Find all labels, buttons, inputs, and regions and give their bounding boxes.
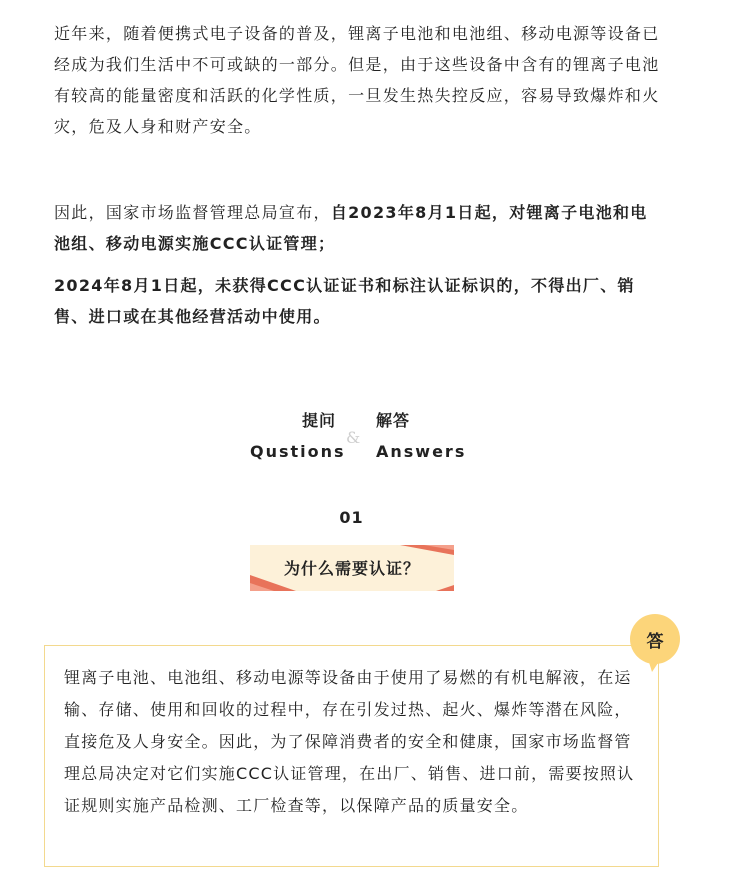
announcement-paragraph [54, 197, 664, 259]
announcement-highlight: 自2023年8月1日起，对锂离子电池和电池组、移动电源实施CCC认证管理； [54, 203, 648, 253]
question-text: 为什么需要认证？ [283, 559, 420, 578]
question-banner [250, 545, 454, 591]
qa-header-ampersand: & [346, 428, 361, 447]
intro-paragraph: 近年来，随着便携式电子设备的普及，锂离子电池和电池组、移动电源等设备已经成为我们生活中不可或缺的一部分。但是，由于这些设备中含有的锂离子电池有较高的能量密度和活跃的化学性质，一旦发生热失控反应，容易导致爆炸和火灾，危及人身和财产安全。 [54, 24, 660, 136]
qa-header-answer-cn: 解答 [376, 411, 411, 430]
qa-header-question-en: Qustions [250, 442, 346, 461]
answer-badge-label: 答 [646, 632, 664, 652]
qa-header-answer-en: Answers [376, 442, 467, 461]
deadline-paragraph: 2024年8月1日起，未获得CCC认证证书和标注认证标识的，不得出厂、销售、进口或在其他经营活动中使用。 [54, 276, 635, 326]
answer-text: 锂离子电池、电池组、移动电源等设备由于使用了易燃的有机电解液，在运输、存储、使用和回收的过程中，存在引发过热、起火、爆炸等潜在风险，直接危及人身安全。因此，为了保障消费者的安全和健康，国家市场监督管理总局决定对它们实施CCC认证管理，在出厂、销售、进口前，需要按照认证规则实施产品检测、工厂检查等，以保障产品的质量安全。 [64, 668, 635, 815]
qa-header-question-cn: 提问 [302, 411, 337, 430]
announcement-prefix: 因此，国家市场监督管理总局宣布， [54, 203, 331, 222]
answer-badge [630, 614, 682, 674]
qa-item-number: 01 [339, 508, 364, 527]
